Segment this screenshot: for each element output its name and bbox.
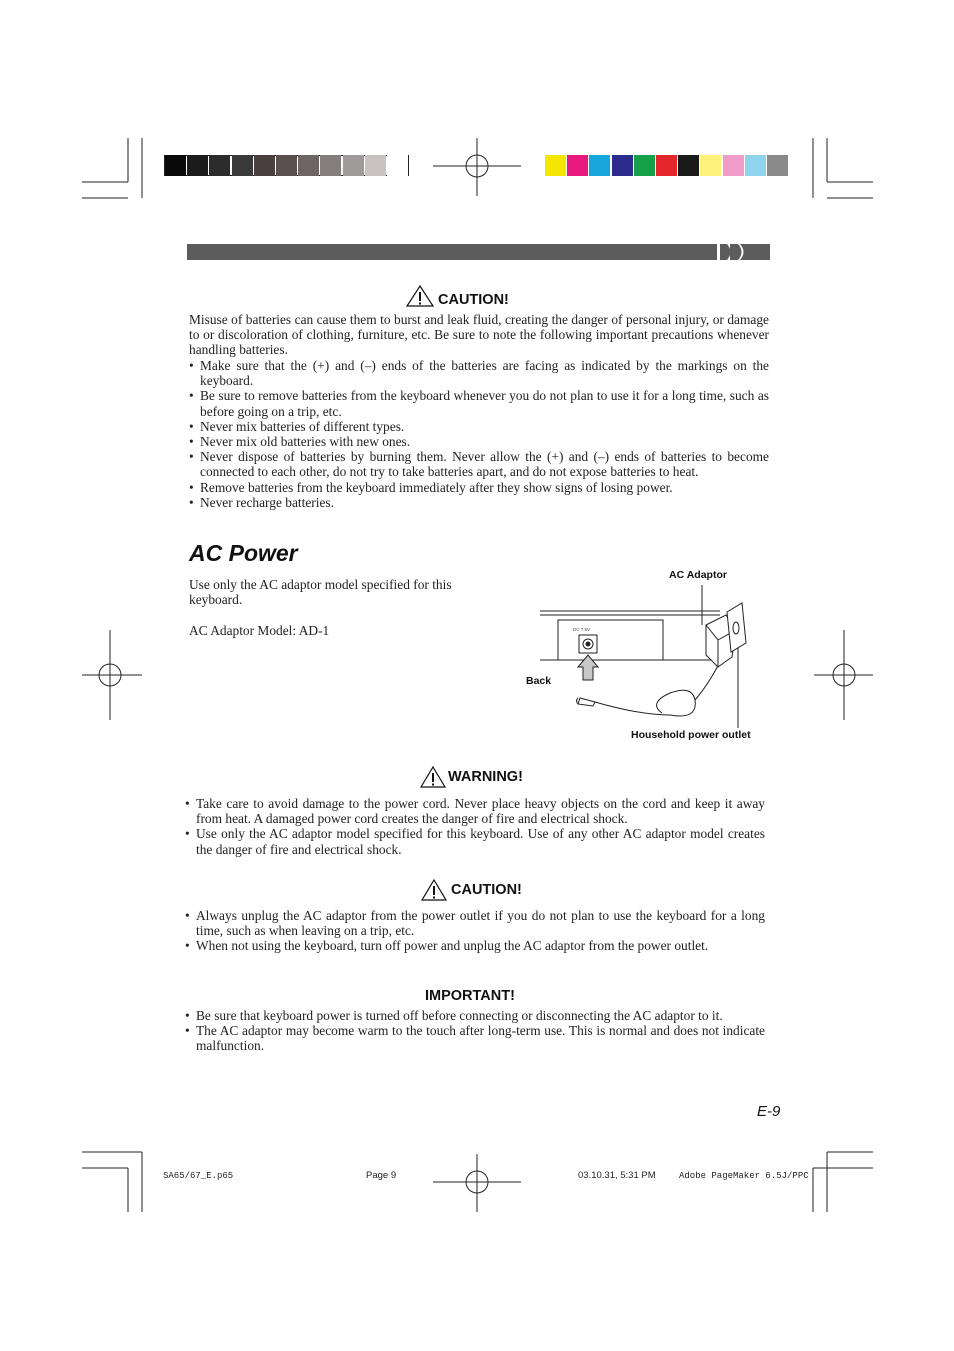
calibration-swatch (365, 155, 386, 176)
calibration-swatch (343, 155, 364, 176)
footer-app: Adobe PageMaker 6.5J/PPC (679, 1171, 809, 1181)
ac-adaptor-diagram (520, 585, 780, 735)
footer-date: 03.10.31, 5:31 PM (578, 1170, 656, 1181)
list-item: • Never recharge batteries. (189, 495, 769, 510)
list-item: • Take care to avoid damage to the power cord. Never place heavy objects on the cord and keep it away from heat. A damaged power cord creates the danger of fire and electrical shock. (185, 796, 765, 826)
list-item: • Remove batteries from the keyboard immediately after they show signs of losing power. (189, 480, 769, 495)
wall-outlet-icon (727, 603, 746, 652)
dc-jack-label: DC 7.5V (573, 627, 591, 632)
calibration-swatch (700, 155, 721, 176)
battery-caution-intro: Misuse of batteries can cause them to burst and leak fluid, creating the danger of personal injury, or damage to or discoloration of clothing, furniture, etc. Be sure to note the following important precautions whenever handling batteries. (189, 312, 769, 358)
calibration-swatch (387, 155, 408, 176)
important-heading: IMPORTANT! (425, 988, 515, 1004)
section-title: AC Power (189, 540, 298, 566)
calibration-swatch (745, 155, 766, 176)
ac-adaptor-model: AC Adaptor Model: AD-1 (189, 623, 330, 638)
warning-list (185, 796, 765, 857)
calibration-swatch (320, 155, 341, 176)
calibration-swatch (276, 155, 297, 176)
calibration-swatch (232, 155, 253, 176)
caution-heading: CAUTION! (451, 882, 522, 898)
jack-panel (558, 620, 663, 660)
list-item: • Never mix old batteries with new ones. (189, 434, 769, 449)
battery-precautions-list (189, 358, 769, 510)
warning-heading: WARNING! (448, 769, 523, 785)
power-cord (595, 662, 720, 716)
calibration-swatch (612, 155, 633, 176)
page-number: E-9 (757, 1103, 781, 1120)
calibration-swatch (656, 155, 677, 176)
back-label: Back (526, 675, 552, 687)
calibration-swatch (567, 155, 588, 176)
calibration-swatch (767, 155, 788, 176)
calibration-swatch (165, 155, 186, 176)
footer-page: Page 9 (366, 1170, 397, 1181)
household-outlet-label: Household power outlet (631, 729, 751, 741)
important-list (185, 1008, 765, 1054)
dc-plug-icon (578, 698, 595, 706)
list-item: • Never dispose of batteries by burning them. Never allow the (+) and (–) ends of batteries to become connected to each other, do not try to take batteries apart, and do not expose batteries to heat. (189, 449, 769, 479)
calibration-swatch (723, 155, 744, 176)
calibration-swatch (589, 155, 610, 176)
warning-triangle-icon (420, 766, 446, 788)
list-item: • Use only the AC adaptor model specified for this keyboard. Use of any other AC adaptor model creates the danger of fire and electrical shock. (185, 826, 765, 856)
calibration-swatch (678, 155, 699, 176)
calibration-swatch (187, 155, 208, 176)
calibration-swatch (545, 155, 566, 176)
calibration-swatch (209, 155, 230, 176)
list-item: • When not using the keyboard, turn off power and unplug the AC adaptor from the power outlet. (185, 938, 765, 953)
adaptor-caution-list (185, 908, 765, 954)
calibration-swatch (254, 155, 275, 176)
list-item: • Never mix batteries of different types. (189, 419, 769, 434)
caution-triangle-icon (421, 879, 447, 901)
list-item: • The AC adaptor may become warm to the touch after long-term use. This is normal and does not indicate malfunction. (185, 1023, 765, 1053)
footer-filename: SA65/67_E.p65 (163, 1171, 234, 1181)
up-arrow-icon (578, 655, 598, 680)
caution-triangle-icon (406, 285, 434, 307)
caution-heading: CAUTION! (438, 292, 509, 308)
list-item: • Be sure to remove batteries from the keyboard whenever you do not plan to use it for a long time, such as before going on a trip, etc. (189, 388, 769, 418)
list-item: • Always unplug the AC adaptor from the power outlet if you do not plan to use the keyboard for a long time, such as when leaving on a trip, etc. (185, 908, 765, 938)
header-band (187, 244, 771, 261)
calibration-swatch (298, 155, 319, 176)
ac-adaptor-label: AC Adaptor (669, 569, 727, 581)
ac-power-intro: Use only the AC adaptor model specified for this keyboard. (189, 577, 452, 608)
list-item: • Be sure that keyboard power is turned off before connecting or disconnecting the AC adaptor to it. (185, 1008, 765, 1023)
list-item: • Make sure that the (+) and (–) ends of the batteries are facing as indicated by the markings on the keyboard. (189, 358, 769, 388)
calibration-swatch (634, 155, 655, 176)
